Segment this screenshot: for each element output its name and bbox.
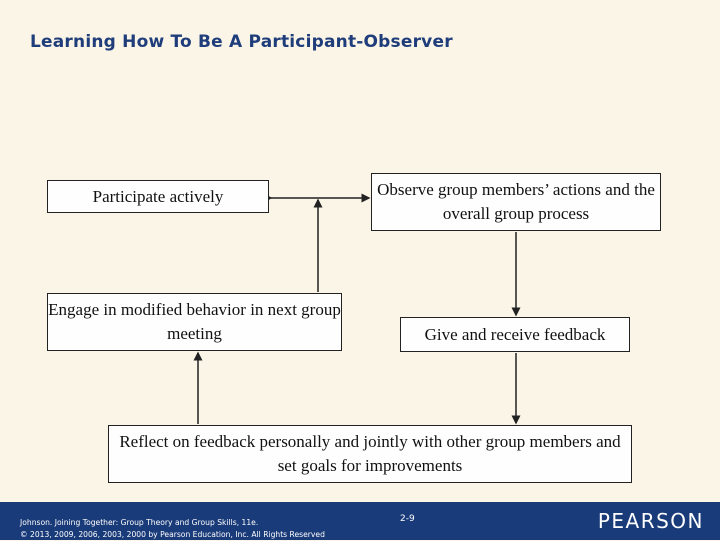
- footer-band: [0, 502, 720, 540]
- box-participate-actively: Participate actively: [47, 180, 269, 213]
- footer-citation: [20, 517, 325, 541]
- citation-line-2: © 2013, 2009, 2006, 2003, 2000 by Pearson Education, Inc. All Rights Reserved: [20, 530, 325, 539]
- box-reflect-on-feedback: Reflect on feedback personally and jointly with other group members and set goals for improvements: [108, 425, 632, 483]
- box-give-receive-feedback: Give and receive feedback: [400, 317, 630, 352]
- pearson-logo: PEARSON: [597, 509, 704, 533]
- box-observe-group: Observe group members’ actions and the overall group process: [371, 173, 661, 231]
- box-engage-modified-behavior: Engage in modified behavior in next group meeting: [47, 293, 342, 351]
- page-number: 2-9: [400, 514, 415, 524]
- citation-line-1: Johnson. Joining Together: Group Theory and Group Skills, 11e.: [20, 518, 259, 527]
- slide-title: Learning How To Be A Participant-Observer: [30, 32, 453, 52]
